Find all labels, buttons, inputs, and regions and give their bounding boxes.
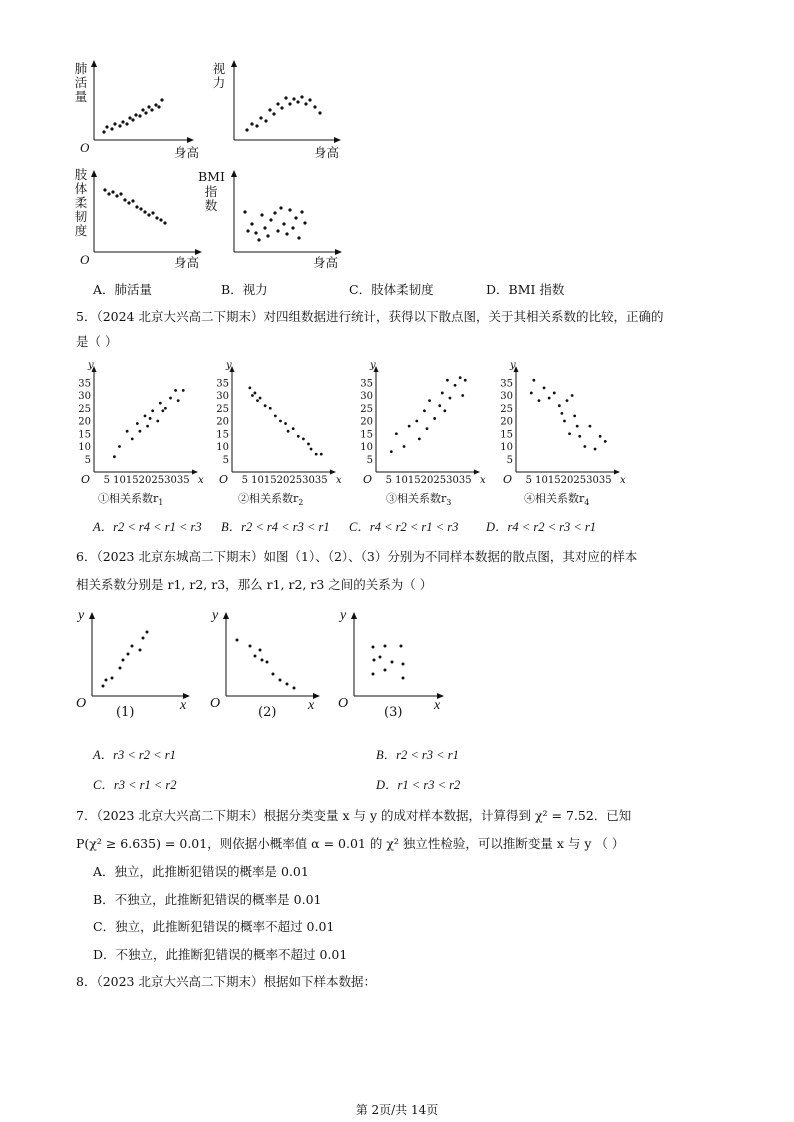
scatter-point xyxy=(156,420,159,423)
scatter-point xyxy=(446,379,449,382)
x-tick-label: 25 xyxy=(433,475,447,486)
scatter-point xyxy=(538,399,541,402)
y-tick-label: 30 xyxy=(500,391,513,402)
scatter-point xyxy=(578,435,581,438)
scatter-point xyxy=(254,392,257,395)
axis-y-label: y xyxy=(370,360,376,371)
q4-chart-2 xyxy=(212,60,342,160)
origin-label: O xyxy=(503,473,513,486)
axis-y-label: y xyxy=(212,608,219,623)
y-tick-label: 20 xyxy=(500,416,513,428)
scatter-point xyxy=(256,399,259,402)
scatter-point xyxy=(433,417,436,420)
origin-label: O xyxy=(81,473,91,486)
scatter-point xyxy=(248,386,251,389)
scatter-point xyxy=(441,392,444,395)
q4-option-a: A．肺活量 xyxy=(93,282,153,297)
axis-y-label: y xyxy=(78,608,85,623)
x-tick-label: 15 xyxy=(407,475,421,486)
x-tick-label: 5 xyxy=(103,475,110,486)
y-tick-label: 30 xyxy=(360,391,373,402)
scatter-points xyxy=(245,95,321,131)
q4-option-c: C．肢体柔韧度 xyxy=(349,282,434,297)
q6-chart-2 xyxy=(200,610,325,725)
scatter-points xyxy=(236,639,296,690)
axis-x-label: x xyxy=(480,475,486,486)
scatter-point xyxy=(438,404,441,407)
x-tick-label: 15 xyxy=(547,475,561,486)
axis-y-label: y xyxy=(226,360,232,371)
scatter-point xyxy=(144,415,147,418)
ylabel-char: 指 xyxy=(204,184,218,199)
scatter-point xyxy=(573,415,576,418)
origin-label: O xyxy=(80,140,90,155)
q5-chart-2-plot xyxy=(210,362,350,510)
scatter-point xyxy=(315,453,318,456)
x-tick-label: 10 xyxy=(395,475,408,486)
scatter-point xyxy=(449,397,452,400)
scatter-point xyxy=(443,409,446,412)
q8-stem-line1: 8．（2023 北京大兴高二下期末）根据如下样本数据： xyxy=(76,974,376,989)
scatter-point xyxy=(390,450,393,453)
origin-label: O xyxy=(76,696,87,711)
q6-chart-3 xyxy=(330,610,455,725)
scatter-point xyxy=(297,435,300,438)
caption-sub: 2 xyxy=(298,498,304,508)
scatter-point xyxy=(594,448,597,451)
axis-x-label: x xyxy=(308,698,315,713)
q5-chart-3-plot xyxy=(354,362,494,510)
scatter-point xyxy=(428,399,431,402)
scatter-point xyxy=(164,407,167,410)
scatter-point xyxy=(146,425,149,428)
xlabel: 身高 xyxy=(174,145,200,160)
q5-option-b: B．r2 < r4 < r3 < r1 xyxy=(221,520,330,534)
scatter-point xyxy=(403,445,406,448)
q7-stem-line2: P(χ² ≥ 6.635) = 0.01，则依据小概率值 α = 0.01 的 χ² 独立性检验，可以推断变量 x 与 y （ ） xyxy=(76,836,625,851)
q4-chart-3 xyxy=(70,168,205,273)
x-tick-label: 5 xyxy=(241,475,248,486)
q6-stem-line1: 6．（2023 北京东城高二下期末）如图（1）、（2）、（3）分别为不同样本数据的散点图，其对应的样本 xyxy=(76,549,638,564)
x-tick-label: 20 xyxy=(560,475,574,486)
scatter-point xyxy=(149,417,152,420)
scatter-point xyxy=(287,430,290,433)
scatter-point xyxy=(576,425,579,428)
q5-stem-line1: 5．（2024 北京大兴高二下期末）对四组数据进行统计，获得以下散点图，关于其相关系数的比较，正确的 xyxy=(76,309,664,324)
caption-text: ④相关系数r xyxy=(524,492,585,505)
axis-x-label: x xyxy=(434,698,441,713)
x-tick-label: 20 xyxy=(276,475,290,486)
q5-chart-1-plot xyxy=(72,362,202,510)
caption-sub: 3 xyxy=(446,498,452,508)
q4-option-b: B．视力 xyxy=(221,282,268,297)
axis-y-label: y xyxy=(510,360,516,371)
xlabel: 身高 xyxy=(174,255,200,270)
scatter-point xyxy=(604,440,607,443)
scatter-point xyxy=(408,425,411,428)
scatter-point xyxy=(589,425,592,428)
scatter-point xyxy=(264,404,267,407)
scatter-point xyxy=(426,427,429,430)
ylabel-char: 肢 xyxy=(74,167,88,182)
scatter-point xyxy=(302,437,305,440)
scatter-point xyxy=(136,422,139,425)
ylabel-top: BMI xyxy=(198,169,225,184)
q6-option-b: B．r2 < r3 < r1 xyxy=(376,748,459,762)
scatter-point xyxy=(454,384,457,387)
q5-chart-1 xyxy=(72,362,202,510)
q7-option-c: C．独立，此推断犯错误的概率不超过 0.01 xyxy=(93,919,335,934)
scatter-point xyxy=(269,407,272,410)
caption-text: ①相关系数r xyxy=(98,492,159,505)
scatter-point xyxy=(161,409,164,412)
x-tick-label: 10 xyxy=(535,475,548,486)
q5-option-a: A．r2 < r4 < r1 < r3 xyxy=(93,520,202,534)
scatter-point xyxy=(131,437,134,440)
scatter-point xyxy=(599,435,602,438)
y-tick-label: 25 xyxy=(216,403,229,415)
y-tick-label: 15 xyxy=(78,429,91,441)
caption-text: ②相关系数r xyxy=(238,492,299,505)
y-tick-label: 35 xyxy=(78,378,91,390)
chart-caption xyxy=(238,490,303,507)
x-tick-label: 35 xyxy=(176,475,190,486)
x-axis-arrow xyxy=(474,470,480,475)
x-axis-arrow xyxy=(330,470,336,475)
x-tick-label: 20 xyxy=(420,475,434,486)
ylabel-char: 韧 xyxy=(74,209,88,224)
y-tick-label: 10 xyxy=(500,442,513,453)
y-tick-label: 20 xyxy=(216,416,229,428)
scatter-point xyxy=(532,379,535,382)
scatter-point xyxy=(418,437,421,440)
q5-option-d: D．r4 < r2 < r3 < r1 xyxy=(486,520,597,534)
q5-chart-4-plot xyxy=(494,362,634,510)
q6-option-a: A．r3 < r2 < r1 xyxy=(93,748,176,762)
chart-caption xyxy=(386,490,451,507)
ylabel-char: 肺 xyxy=(74,61,88,76)
scatter-points xyxy=(372,645,405,680)
scatter-points xyxy=(102,98,163,133)
axis-x-label: x xyxy=(198,475,204,486)
xlabel: 身高 xyxy=(314,145,340,160)
y-tick-label: 10 xyxy=(216,442,229,453)
x-tick-label: 15 xyxy=(125,475,139,486)
scatter-point xyxy=(583,445,586,448)
y-tick-label: 20 xyxy=(360,416,373,428)
origin-label: O xyxy=(219,473,229,486)
y-tick-label: 15 xyxy=(360,429,373,441)
scatter-points xyxy=(103,188,166,224)
ylabel-char: 活 xyxy=(74,75,88,90)
y-tick-label: 20 xyxy=(78,416,91,428)
y-tick-label: 25 xyxy=(360,403,373,415)
scatter-point xyxy=(530,392,533,395)
x-tick-label: 30 xyxy=(302,475,315,486)
y-tick-label: 35 xyxy=(216,378,229,390)
scatter-point xyxy=(284,422,287,425)
scatter-point xyxy=(566,399,569,402)
q7-option-a: A．独立，此推断犯错误的概率是 0.01 xyxy=(93,864,309,879)
y-tick-label: 5 xyxy=(506,454,513,466)
scatter-point xyxy=(169,397,172,400)
y-tick-label: 30 xyxy=(216,391,229,402)
x-tick-label: 35 xyxy=(598,475,612,486)
scatter-point xyxy=(553,392,556,395)
axis-x-label: x xyxy=(620,475,626,486)
x-tick-label: 5 xyxy=(525,475,532,486)
x-tick-label: 30 xyxy=(586,475,599,486)
scatter-point xyxy=(461,394,464,397)
axis-y-label: y xyxy=(340,608,347,623)
caption-text: ③相关系数r xyxy=(386,492,447,505)
scatter-point xyxy=(307,443,310,446)
scatter-point xyxy=(251,394,254,397)
xlabel: 身高 xyxy=(313,255,339,270)
scatter-point xyxy=(563,420,566,423)
y-tick-label: 10 xyxy=(360,442,373,453)
x-tick-label: 10 xyxy=(113,475,126,486)
scatter-point xyxy=(320,453,323,456)
q5-chart-2 xyxy=(210,362,350,510)
scatter-point xyxy=(543,386,546,389)
scatter-point xyxy=(139,430,142,433)
ylabel-char: 力 xyxy=(212,75,226,90)
scatter-point xyxy=(126,430,129,433)
scatter-point xyxy=(151,409,154,412)
scatter-point xyxy=(423,409,426,412)
scatter-point xyxy=(274,415,277,418)
x-axis-arrow xyxy=(192,470,198,475)
scatter-point xyxy=(415,420,418,423)
axis-y-label: y xyxy=(88,360,94,371)
ylabel-char: 体 xyxy=(74,181,88,196)
scatter-point xyxy=(174,389,177,392)
page-footer: 第 2页/共 14页 xyxy=(355,1103,439,1117)
scatter-point xyxy=(568,432,571,435)
scatter-point xyxy=(118,445,121,448)
q4-chart-1 xyxy=(70,60,200,160)
q6-chart-1 xyxy=(70,610,195,725)
chart-caption: (2) xyxy=(258,705,277,720)
y-tick-label: 25 xyxy=(78,403,91,415)
scatter-point xyxy=(310,448,313,451)
chart-caption: (3) xyxy=(384,705,403,720)
q5-chart-4 xyxy=(494,362,634,510)
x-tick-label: 20 xyxy=(138,475,152,486)
q7-stem-line1: 7．（2023 北京大兴高二下期末）根据分类变量 x 与 y 的成对样本数据，计算得到 χ² = 7.52．已知 xyxy=(76,808,632,823)
y-tick-label: 30 xyxy=(78,391,91,402)
y-tick-label: 25 xyxy=(500,403,513,415)
q4-option-d: D．BMI 指数 xyxy=(486,282,565,297)
ylabel-char: 量 xyxy=(74,89,88,104)
y-tick-label: 5 xyxy=(84,454,91,466)
scatter-point xyxy=(182,389,185,392)
caption-sub: 1 xyxy=(158,498,164,508)
q5-chart-3 xyxy=(354,362,494,510)
ylabel-char: 柔 xyxy=(74,195,88,210)
x-tick-label: 5 xyxy=(385,475,392,486)
chart-caption xyxy=(98,490,163,507)
origin-label: O xyxy=(363,473,373,486)
x-tick-label: 25 xyxy=(573,475,587,486)
y-tick-label: 35 xyxy=(500,378,513,390)
scatter-point xyxy=(279,420,282,423)
q7-option-d: D．不独立，此推断犯错误的概率不超过 0.01 xyxy=(93,947,348,962)
q6-stem-line2: 相关系数分别是 r1, r2, r3，那么 r1, r2, r3 之间的关系为（ ） xyxy=(76,577,433,592)
y-tick-label: 5 xyxy=(222,454,229,466)
q7-option-b: B．不独立，此推断犯错误的概率是 0.01 xyxy=(93,892,322,907)
q6-option-d: D．r1 < r3 < r2 xyxy=(376,778,461,792)
q6-option-c: C．r3 < r1 < r2 xyxy=(93,778,177,792)
origin-label: O xyxy=(210,696,221,711)
x-tick-label: 35 xyxy=(314,475,328,486)
y-tick-label: 15 xyxy=(216,429,229,441)
scatter-point xyxy=(571,394,574,397)
scatter-point xyxy=(159,402,162,405)
scatter-point xyxy=(259,397,262,400)
scatter-point xyxy=(113,455,116,458)
ylabel-char: 度 xyxy=(74,223,88,238)
ylabel-char: 视 xyxy=(212,61,226,76)
scatter-points xyxy=(102,631,149,688)
q5-option-c: C．r4 < r2 < r1 < r3 xyxy=(349,520,459,534)
q4-chart-4 xyxy=(198,168,348,273)
x-tick-label: 25 xyxy=(151,475,165,486)
scatter-point xyxy=(558,404,561,407)
origin-label: O xyxy=(338,696,349,711)
scatter-point xyxy=(464,379,467,382)
scatter-point xyxy=(177,399,180,402)
axis-x-label: x xyxy=(180,698,187,713)
origin-label: O xyxy=(80,252,90,267)
q5-stem-line2: 是（ ） xyxy=(76,334,118,349)
ylabel-char: 数 xyxy=(204,198,218,213)
scatter-point xyxy=(459,376,462,379)
x-tick-label: 35 xyxy=(458,475,472,486)
caption-sub: 4 xyxy=(584,498,590,508)
x-tick-label: 15 xyxy=(263,475,277,486)
axis-x-label: x xyxy=(336,475,342,486)
chart-caption xyxy=(524,490,589,507)
scatter-point xyxy=(561,412,564,415)
x-tick-label: 25 xyxy=(289,475,303,486)
scatter-point xyxy=(292,427,295,430)
y-tick-label: 35 xyxy=(360,378,373,390)
x-tick-label: 10 xyxy=(251,475,264,486)
x-tick-label: 30 xyxy=(446,475,459,486)
y-tick-label: 10 xyxy=(78,442,91,453)
x-tick-label: 30 xyxy=(164,475,177,486)
scatter-point xyxy=(395,432,398,435)
scatter-points xyxy=(243,206,306,241)
chart-caption: (1) xyxy=(116,705,135,720)
x-axis-arrow xyxy=(614,470,620,475)
y-tick-label: 15 xyxy=(500,429,513,441)
y-tick-label: 5 xyxy=(366,454,373,466)
scatter-point xyxy=(548,397,551,400)
